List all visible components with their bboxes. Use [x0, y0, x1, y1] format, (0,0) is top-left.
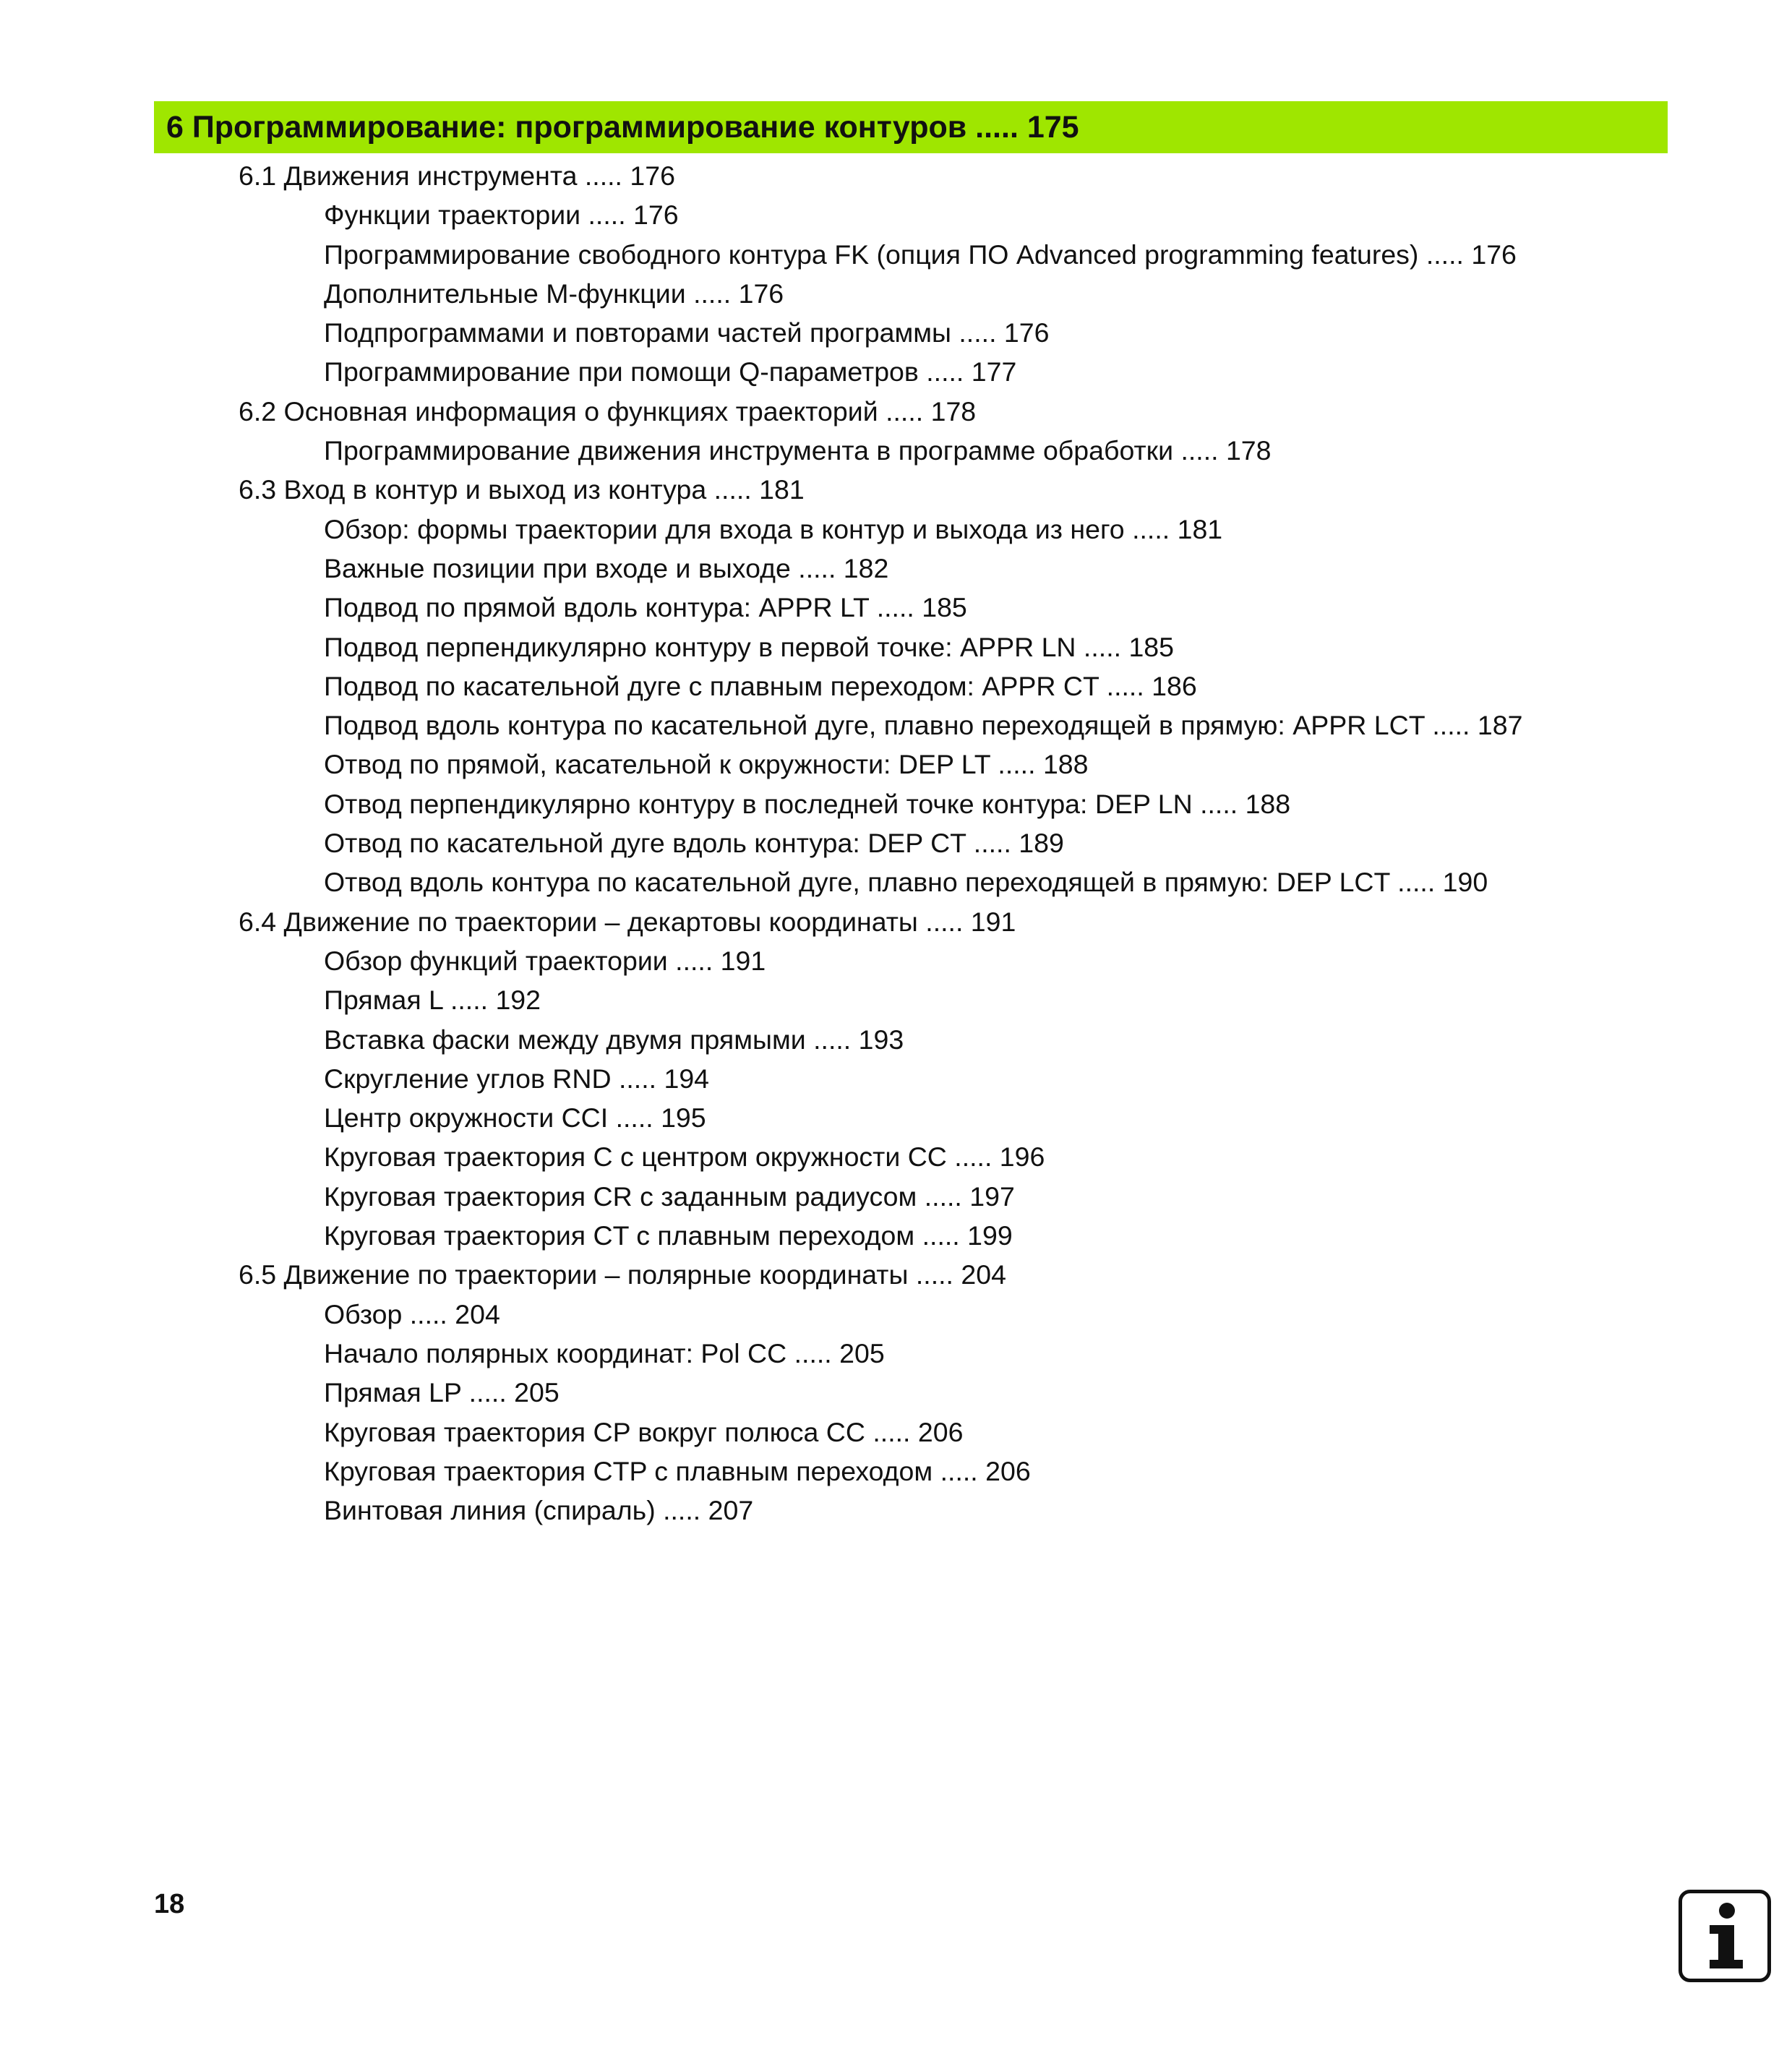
- toc-subsection-entry[interactable]: Прямая LP ..... 205: [324, 1377, 560, 1408]
- toc-subsection-entry[interactable]: Круговая траектория CT с плавным переходом ..... 199: [324, 1220, 1013, 1251]
- toc-subsection-entry[interactable]: Круговая траектория CP вокруг полюса CC ..... 206: [324, 1416, 964, 1447]
- toc-subsection-entry[interactable]: Дополнительные М-функции ..... 176: [324, 278, 784, 309]
- toc-subsection-entry[interactable]: Обзор функций траектории ..... 191: [324, 945, 766, 976]
- toc-subsection-entry[interactable]: Функции траектории ..... 176: [324, 200, 679, 231]
- toc-subsection-entry[interactable]: Программирование движения инструмента в программе обработки ..... 178: [324, 435, 1272, 466]
- toc-section-entry[interactable]: 6.3 Вход в контур и выход из контура ..... 181: [239, 474, 805, 505]
- toc-subsection-entry[interactable]: Обзор ..... 204: [324, 1298, 500, 1329]
- table-of-contents: [0, 156, 1792, 1530]
- toc-section-entry[interactable]: 6.5 Движение по траектории – полярные координаты ..... 204: [239, 1259, 1006, 1290]
- toc-subsection-entry[interactable]: Подвод по касательной дуге с плавным переходом: APPR CT ..... 186: [324, 670, 1197, 701]
- toc-subsection-entry[interactable]: Начало полярных координат: Pol CC ..... 205: [324, 1337, 885, 1368]
- toc-subsection-entry[interactable]: Подвод перпендикулярно контуру в первой точке: APPR LN ..... 185: [324, 631, 1175, 662]
- toc-subsection-entry[interactable]: Центр окружности CCI ..... 195: [324, 1102, 706, 1134]
- toc-subsection-entry[interactable]: Подпрограммами и повторами частей программы ..... 176: [324, 317, 1050, 348]
- toc-section-entry[interactable]: 6.4 Движение по траектории – декартовы координаты ..... 191: [239, 906, 1016, 937]
- page-number: 18: [154, 1889, 185, 1919]
- info-glyph: [1682, 1893, 1767, 1979]
- toc-subsection-entry[interactable]: Круговая траектория CR с заданным радиусом ..... 197: [324, 1181, 1015, 1212]
- toc-section-entry[interactable]: 6.1 Движения инструмента ..... 176: [239, 160, 675, 191]
- toc-section-entry[interactable]: 6.2 Основная информация о функциях траекторий ..... 178: [239, 395, 977, 427]
- toc-subsection-entry[interactable]: Круговая траектория C с центром окружности CC ..... 196: [324, 1141, 1045, 1173]
- chapter-title[interactable]: 6 Программирование: программирование контуров ..... 175: [166, 109, 1079, 145]
- toc-subsection-entry[interactable]: Важные позиции при входе и выходе ..... 182: [324, 552, 889, 583]
- toc-subsection-entry[interactable]: Скругление углов RND ..... 194: [324, 1063, 710, 1094]
- toc-subsection-entry[interactable]: Подвод по прямой вдоль контура: APPR LT ..... 185: [324, 592, 967, 623]
- toc-subsection-entry[interactable]: Вставка фаски между двумя прямыми ..... 193: [324, 1024, 904, 1055]
- toc-subsection-entry[interactable]: Обзор: формы траектории для входа в контур и выхода из него ..... 181: [324, 513, 1223, 544]
- toc-subsection-entry[interactable]: Отвод перпендикулярно контуру в последней точке контура: DEP LN ..... 188: [324, 788, 1291, 819]
- toc-subsection-entry[interactable]: Круговая траектория CTP с плавным переходом ..... 206: [324, 1455, 1031, 1486]
- toc-subsection-entry[interactable]: Отвод по касательной дуге вдоль контура: DEP CT ..... 189: [324, 828, 1064, 859]
- info-icon[interactable]: [1679, 1890, 1771, 1982]
- chapter-heading-bar: [154, 101, 1668, 153]
- toc-subsection-entry[interactable]: Программирование при помощи Q-параметров ..... 177: [324, 356, 1017, 387]
- toc-subsection-entry[interactable]: Прямая L ..... 192: [324, 985, 541, 1016]
- toc-subsection-entry[interactable]: Отвод вдоль контура по касательной дуге, плавно переходящей в прямую: DEP LCT ..... 190: [324, 867, 1488, 898]
- toc-subsection-entry[interactable]: Отвод по прямой, касательной к окружности: DEP LT ..... 188: [324, 749, 1089, 780]
- toc-subsection-entry[interactable]: Программирование свободного контура FK (опция ПО Advanced programming features) ..... 176: [324, 239, 1517, 270]
- toc-subsection-entry[interactable]: Винтовая линия (спираль) ..... 207: [324, 1495, 754, 1526]
- toc-subsection-entry[interactable]: Подвод вдоль контура по касательной дуге, плавно переходящей в прямую: APPR LCT ..... 187: [324, 710, 1523, 741]
